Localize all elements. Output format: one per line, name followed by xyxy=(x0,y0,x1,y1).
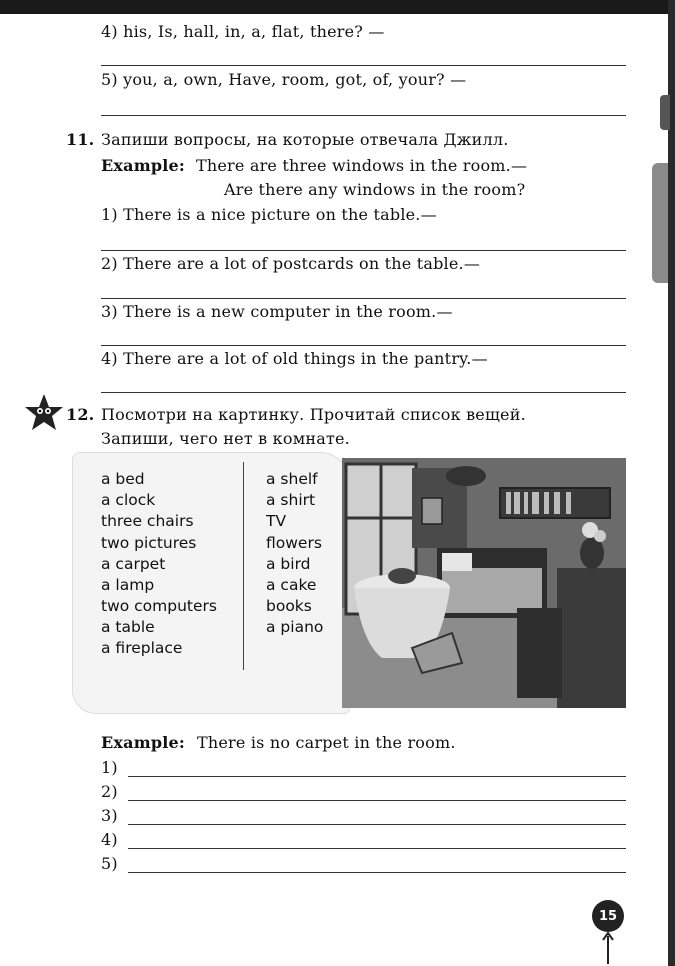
page-number: 15 xyxy=(592,900,624,932)
word-right-4: flowers xyxy=(266,534,322,552)
ex11-example-line2: Are there any windows in the room? xyxy=(224,180,526,199)
page-edge xyxy=(668,0,675,966)
answer-number-1: 1) xyxy=(101,758,118,777)
room-illustration xyxy=(342,458,626,708)
word-right-2: a shirt xyxy=(266,491,316,509)
ex12-instruction-line1: Посмотри на картинку. Прочитай список вещей. xyxy=(101,405,526,424)
column-divider xyxy=(243,462,244,670)
top-border xyxy=(0,0,675,14)
answer-line[interactable] xyxy=(128,848,626,849)
ex12-number: 12. xyxy=(66,405,95,424)
ex11-item-3: 3) There is a new computer in the room.— xyxy=(101,302,453,321)
word-right-8: a piano xyxy=(266,618,324,636)
ex11-example-line1: There are three windows in the room.— xyxy=(196,156,528,175)
word-right-5: a bird xyxy=(266,555,311,573)
answer-line[interactable] xyxy=(101,298,626,299)
ex11-example-label: Example: xyxy=(101,156,185,175)
answer-line[interactable] xyxy=(101,115,626,116)
answer-line[interactable] xyxy=(128,800,626,801)
word-right-7: books xyxy=(266,597,312,615)
word-left-5: a carpet xyxy=(101,555,166,573)
ex11-item-4: 4) There are a lot of old things in the pantry.— xyxy=(101,349,488,368)
answer-number-3: 3) xyxy=(101,806,118,825)
ex12-instruction-line2: Запиши, чего нет в комнате. xyxy=(101,429,350,448)
word-left-3: three chairs xyxy=(101,512,194,530)
answer-line[interactable] xyxy=(128,872,626,873)
word-left-8: a table xyxy=(101,618,155,636)
star-character-icon xyxy=(24,392,64,432)
answer-line[interactable] xyxy=(101,250,626,251)
word-left-7: two computers xyxy=(101,597,217,615)
ex11-item-1: 1) There is a nice picture on the table.— xyxy=(101,205,437,224)
answer-line[interactable] xyxy=(101,392,626,393)
arrow-up-icon xyxy=(601,930,615,964)
ex11-instruction: Запиши вопросы, на которые отвечала Джилл. xyxy=(101,130,509,149)
side-tab xyxy=(652,163,668,283)
word-left-9: a fireplace xyxy=(101,639,183,657)
answer-line[interactable] xyxy=(101,345,626,346)
ex12-example-label: Example: xyxy=(101,733,185,752)
ex12-example-text: There is no carpet in the room. xyxy=(197,733,456,752)
word-right-3: TV xyxy=(266,512,287,530)
ex10-question-5: 5) you, a, own, Have, room, got, of, your? — xyxy=(101,70,467,89)
answer-line[interactable] xyxy=(128,776,626,777)
ex11-number: 11. xyxy=(66,130,95,149)
ex10-question-4: 4) his, Is, hall, in, a, flat, there? — xyxy=(101,22,385,41)
answer-number-5: 5) xyxy=(101,854,118,873)
answer-number-2: 2) xyxy=(101,782,118,801)
word-left-2: a clock xyxy=(101,491,156,509)
scroll-tab xyxy=(660,95,670,130)
word-right-1: a shelf xyxy=(266,470,318,488)
word-right-6: a cake xyxy=(266,576,317,594)
answer-line[interactable] xyxy=(128,824,626,825)
word-left-1: a bed xyxy=(101,470,145,488)
answer-line[interactable] xyxy=(101,65,626,66)
answer-number-4: 4) xyxy=(101,830,118,849)
word-left-6: a lamp xyxy=(101,576,155,594)
ex11-item-2: 2) There are a lot of postcards on the table.— xyxy=(101,254,481,273)
word-left-4: two pictures xyxy=(101,534,197,552)
